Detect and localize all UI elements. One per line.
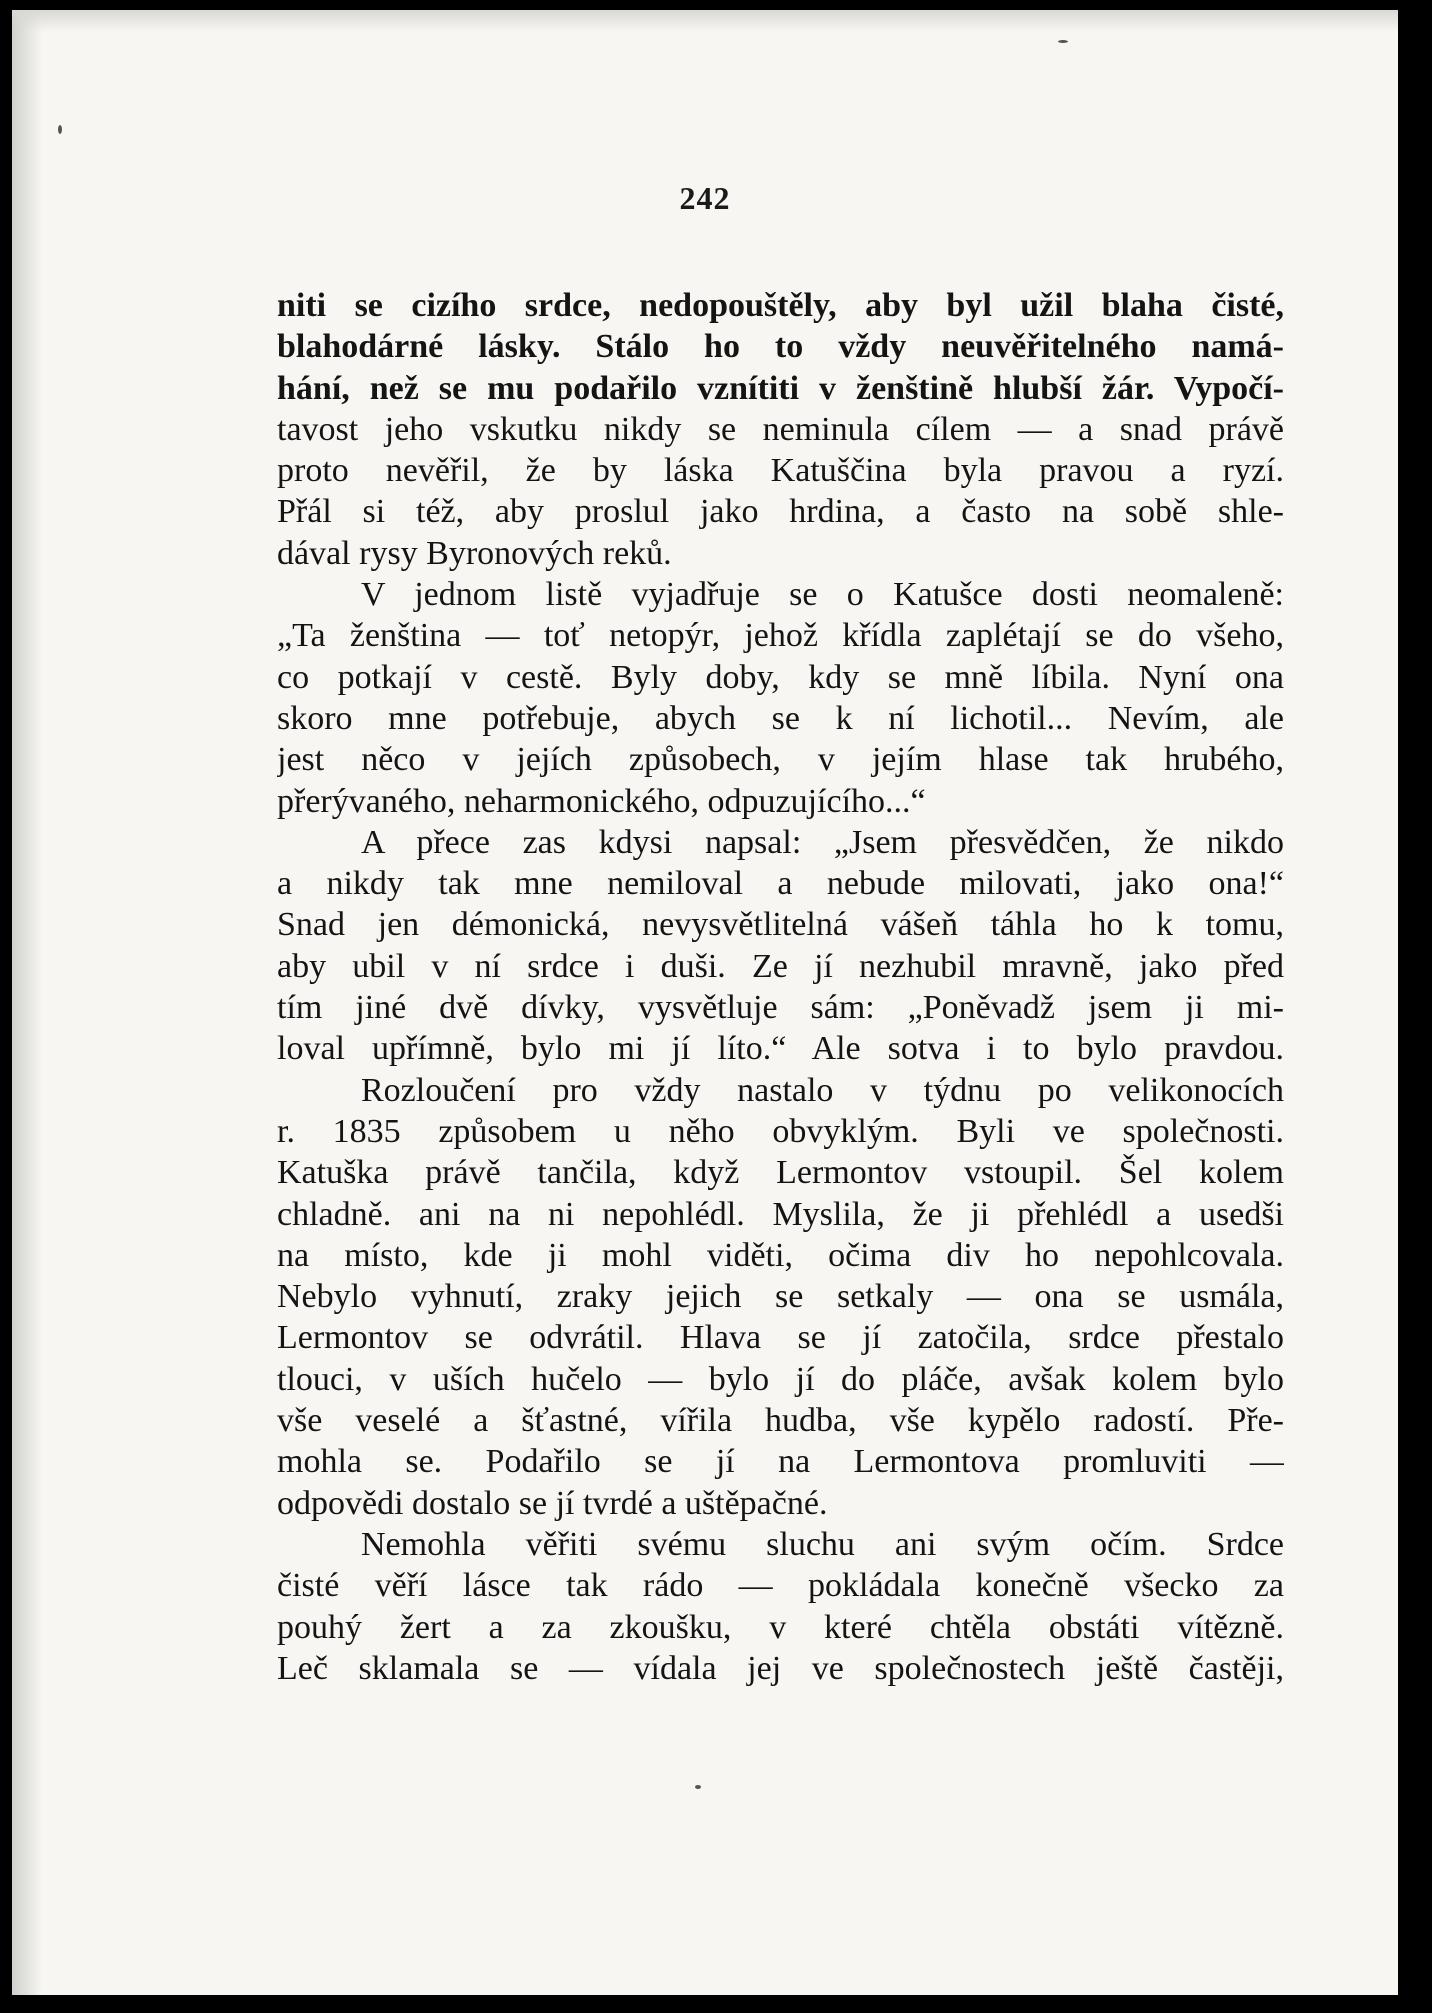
text-line: jest něco v jejích způsobech, v jejím hlase tak hrubého, (277, 741, 1284, 779)
text-line: chladně. ani na ni nepohlédl. Myslila, že ji přehlédl a usedši (277, 1195, 1284, 1233)
text-line: vše veselé a šťastné, vířila hudba, vše kypělo radostí. Pře- (277, 1402, 1284, 1440)
body-text (277, 285, 1284, 1689)
text-line: A přece zas kdysi napsal: „Jsem přesvědčen, že nikdo (361, 823, 1284, 861)
text-line: niti se cizího srdce, nedopouštěly, aby byl užil blaha čisté, (277, 287, 1284, 324)
text-line: Lermontov se odvrátil. Hlava se jí zatočila, srdce přestalo (277, 1319, 1284, 1357)
text-line: blahodárné lásky. Stálo ho to vždy neuvěřitelného namá- (277, 328, 1284, 366)
text-line: čisté věří lásce tak rádo — pokládala konečně všecko za (277, 1567, 1284, 1605)
text-line: skoro mne potřebuje, abych se k ní lichotil... Nevím, ale (277, 699, 1284, 737)
text-line: r. 1835 způsobem u něho obvyklým. Byli ve společnosti. (277, 1112, 1284, 1150)
top-edge-shadow (12, 10, 1398, 32)
left-edge-shadow (12, 10, 42, 1995)
text-line: Snad jen démonická, nevysvětlitelná vášeň táhla ho k tomu, (277, 906, 1284, 944)
scanned-page (12, 10, 1398, 1995)
text-line: Nebylo vyhnutí, zraky jejich se setkaly — ona se usmála, (277, 1278, 1284, 1316)
text-line: co potkají v cestě. Byly doby, kdy se mně líbila. Nyní ona (277, 658, 1284, 696)
text-line: hání, než se mu podařilo vznítiti v ženštině hlubší žár. Vypočí- (277, 369, 1284, 407)
text-line: tlouci, v uších hučelo — bylo jí do pláče, avšak kolem bylo (277, 1360, 1284, 1398)
dust-speck (58, 125, 62, 134)
text-line: tavost jeho vskutku nikdy se neminula cílem — a snad právě (277, 410, 1284, 448)
page-number: 242 (679, 180, 731, 216)
text-line: Rozloučení pro vždy nastalo v týdnu po velikonocích (361, 1071, 1284, 1109)
dust-speck (1058, 40, 1068, 43)
text-line: a nikdy tak mne nemiloval a nebude milovati, jako ona!“ (277, 865, 1284, 903)
text-line: Leč sklamala se — vídala jej ve společnostech ještě častěji, (277, 1649, 1284, 1687)
text-line: na místo, kde ji mohl viděti, očima div ho nepohlcovala. (277, 1236, 1284, 1274)
text-line: proto nevěřil, že by láska Katuščina byla pravou a ryzí. (277, 452, 1284, 490)
text-line: dával rysy Byronových reků. (277, 534, 672, 572)
text-line: Katuška právě tančila, když Lermontov vstoupil. Šel kolem (277, 1154, 1284, 1192)
text-line: přerývaného, neharmonického, odpuzujícího...“ (277, 782, 926, 820)
dust-speck (695, 1785, 701, 1789)
text-line: aby ubil v ní srdce i duši. Ze jí nezhubil mravně, jako před (277, 947, 1284, 985)
text-line: mohla se. Podařilo se jí na Lermontova promluviti — (277, 1443, 1284, 1481)
text-line: Přál si též, aby proslul jako hrdina, a často na sobě shle- (277, 493, 1284, 531)
text-line: loval upřímně, bylo mi jí líto.“ Ale sotva i to bylo pravdou. (277, 1030, 1284, 1068)
text-line: V jednom listě vyjadřuje se o Katušce dosti neomaleně: (361, 576, 1284, 614)
text-line: tím jiné dvě dívky, vysvětluje sám: „Poněvadž jsem ji mi- (277, 989, 1284, 1027)
text-line: odpovědi dostalo se jí tvrdé a uštěpačné. (277, 1484, 828, 1522)
text-line: „Ta ženština — toť netopýr, jehož křídla zaplétají se do všeho, (277, 617, 1284, 655)
text-line: Nemohla věřiti svému sluchu ani svým očím. Srdce (361, 1525, 1284, 1563)
text-line: pouhý žert a za zkoušku, v které chtěla obstáti vítězně. (277, 1608, 1284, 1646)
